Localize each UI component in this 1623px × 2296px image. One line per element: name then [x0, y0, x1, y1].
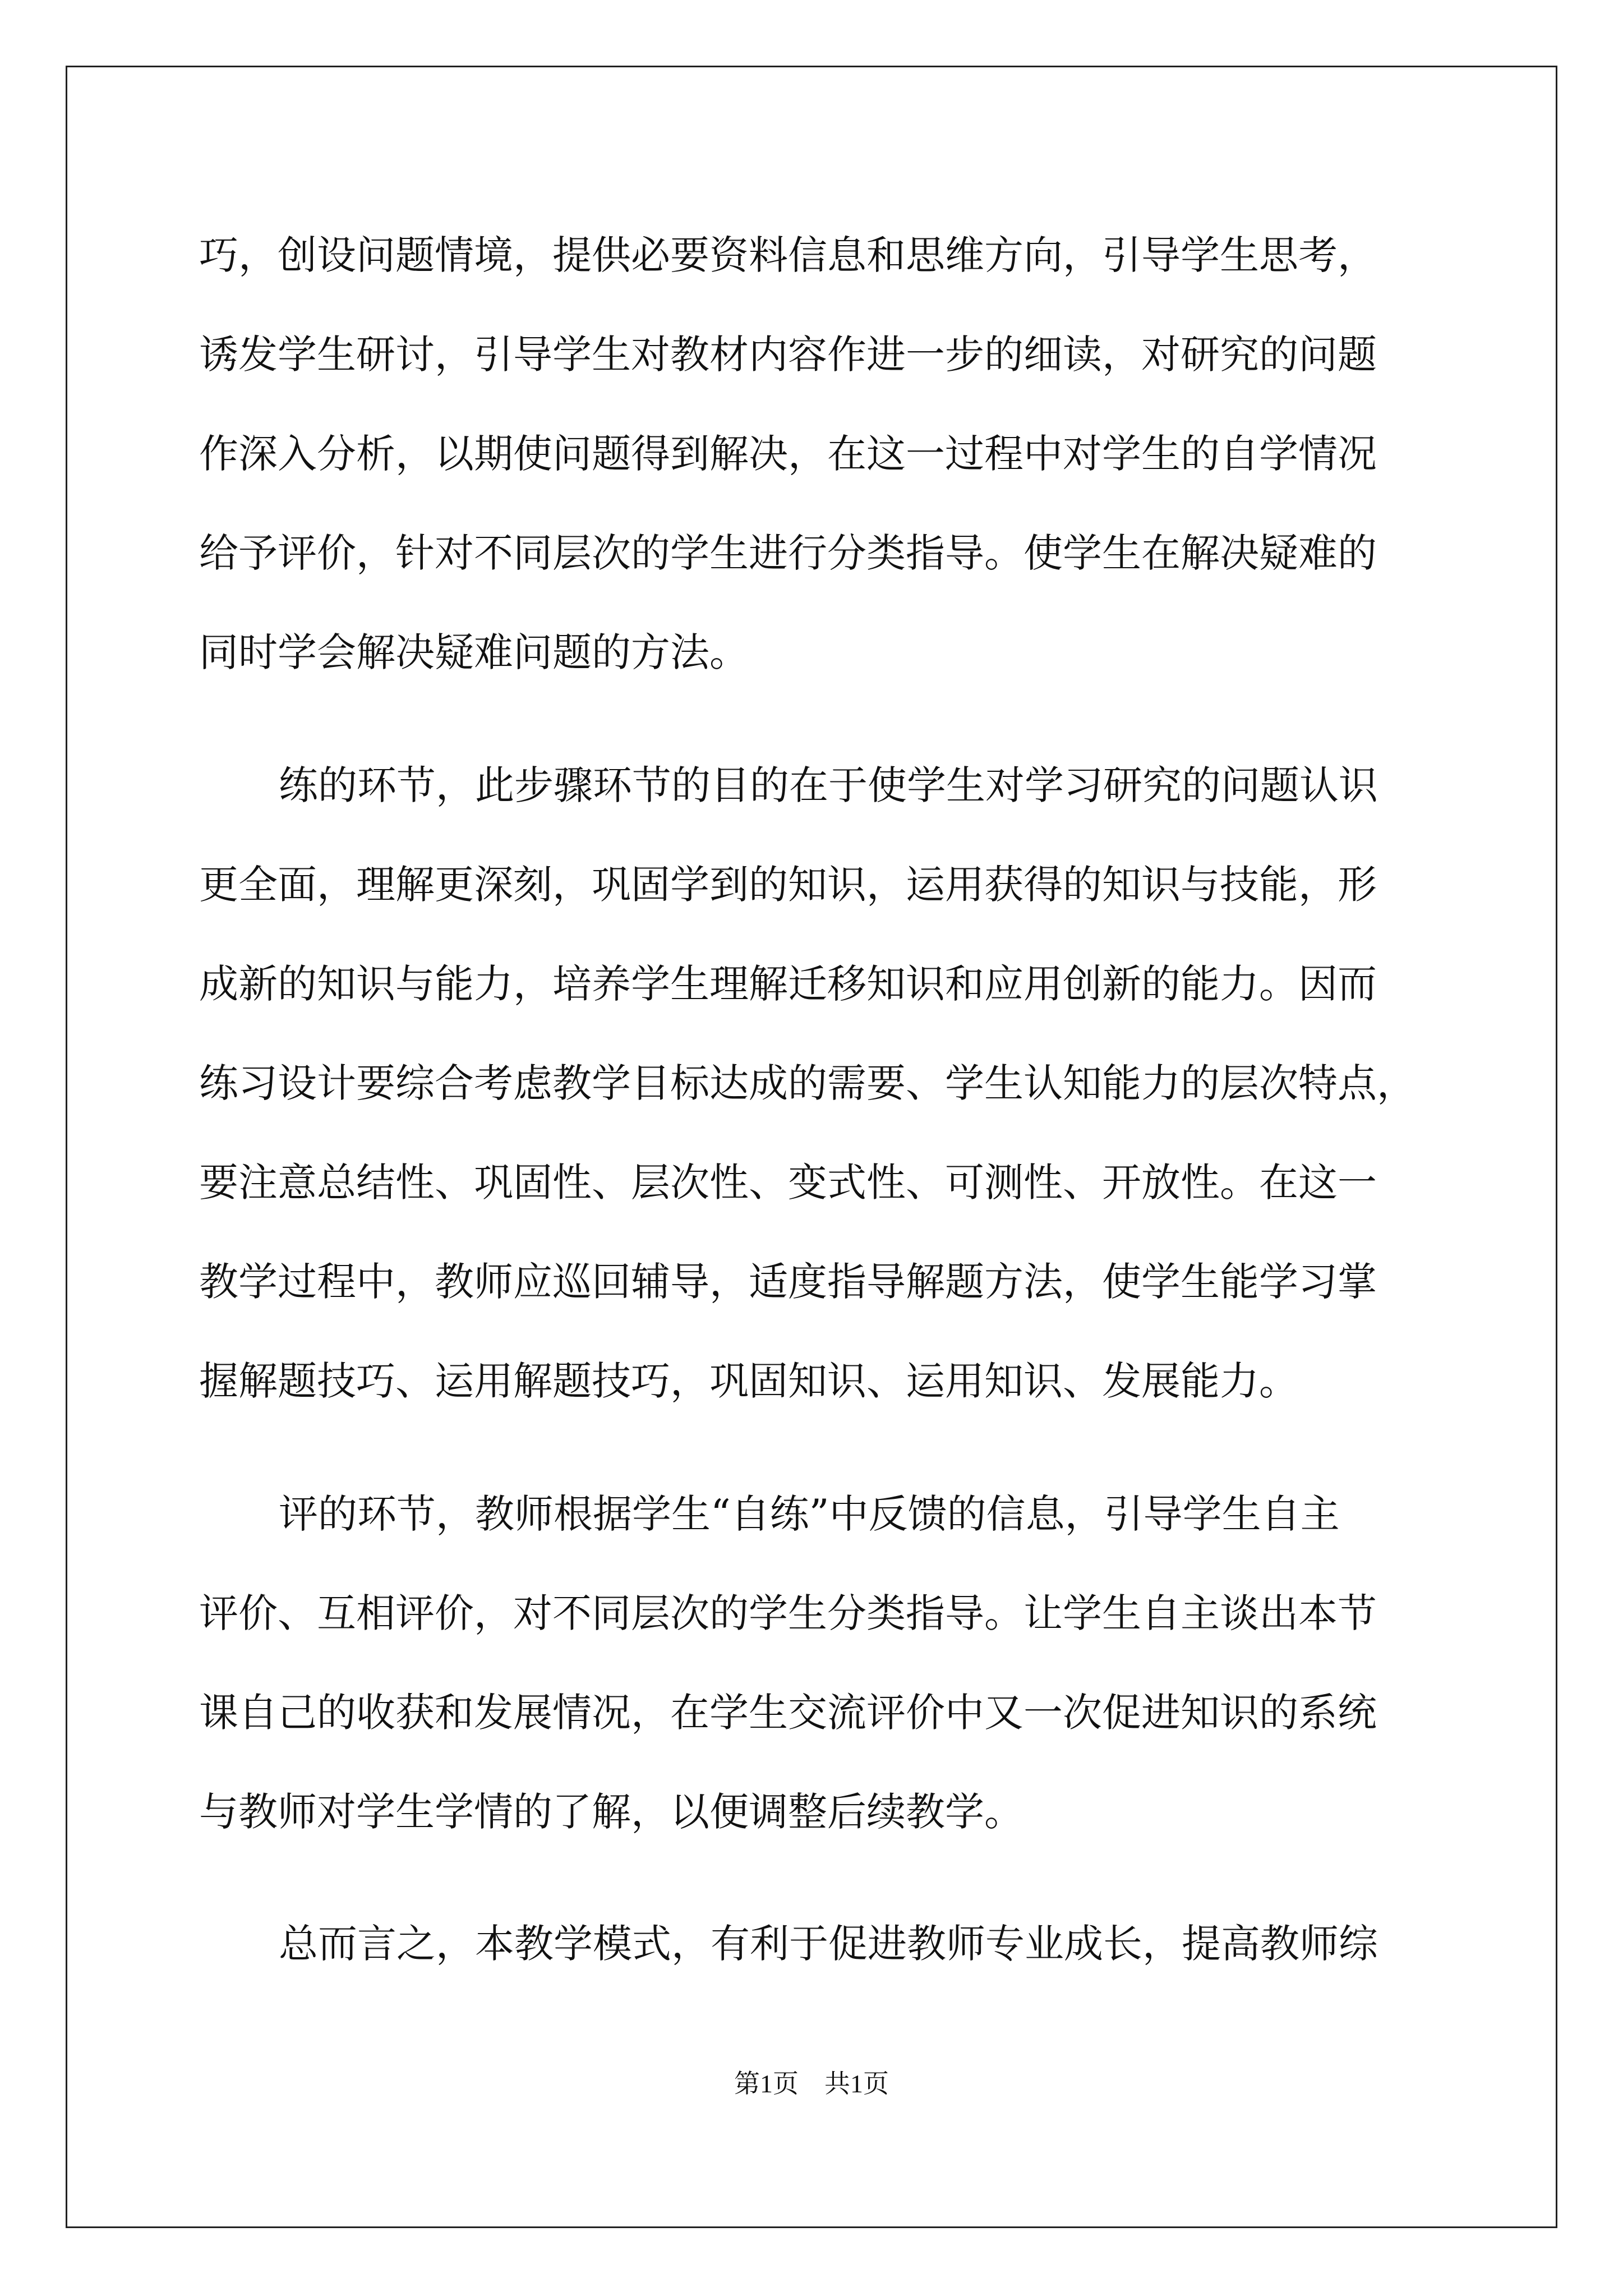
paragraph-line: 更全面，理解更深刻，巩固学到的知识，运用获得的知识与技能，形	[199, 862, 1377, 908]
paragraph-line: 课自己的收获和发展情况，在学生交流评价中又一次促进知识的系统	[199, 1690, 1377, 1736]
paragraph-line: 握解题技巧、运用解题技巧，巩固知识、运用知识、发展能力。	[199, 1358, 1298, 1404]
page-border	[66, 66, 1557, 2228]
paragraph-line: 评价、互相评价，对不同层次的学生分类指导。让学生自主谈出本节	[199, 1590, 1377, 1636]
paragraph-line: 成新的知识与能力，培养学生理解迁移知识和应用创新的能力。因而	[199, 961, 1377, 1007]
paragraph-line: 巧，创设问题情境，提供必要资料信息和思维方向，引导学生思考，	[199, 232, 1377, 278]
paragraph-line: 练的环节，此步骤环节的目的在于使学生对学习研究的问题认识	[279, 762, 1378, 808]
paragraph-line: 评的环节，教师根据学生“自练”中反馈的信息，引导学生自主	[279, 1491, 1340, 1537]
paragraph-line: 要注意总结性、巩固性、层次性、变式性、可测性、开放性。在这一	[199, 1159, 1377, 1205]
paragraph-line: 总而言之，本教学模式，有利于促进教师专业成长，提高教师综	[279, 1921, 1378, 1967]
paragraph-line: 给予评价，针对不同层次的学生进行分类指导。使学生在解决疑难的	[199, 530, 1377, 576]
page-number-footer: 第1页 共1页	[734, 2069, 889, 2098]
paragraph-line: 练习设计要综合考虑教学目标达成的需要、学生认知能力的层次特点，	[199, 1060, 1416, 1106]
paragraph-line: 同时学会解决疑难问题的方法。	[199, 629, 749, 675]
paragraph-line: 诱发学生研讨，引导学生对教材内容作进一步的细读，对研究的问题	[199, 332, 1377, 378]
paragraph-line: 教学过程中，教师应巡回辅导，适度指导解题方法，使学生能学习掌	[199, 1259, 1377, 1305]
paragraph-line: 作深入分析，以期使问题得到解决，在这一过程中对学生的自学情况	[199, 431, 1377, 477]
paragraph-line: 与教师对学生学情的了解，以便调整后续教学。	[199, 1789, 1023, 1835]
